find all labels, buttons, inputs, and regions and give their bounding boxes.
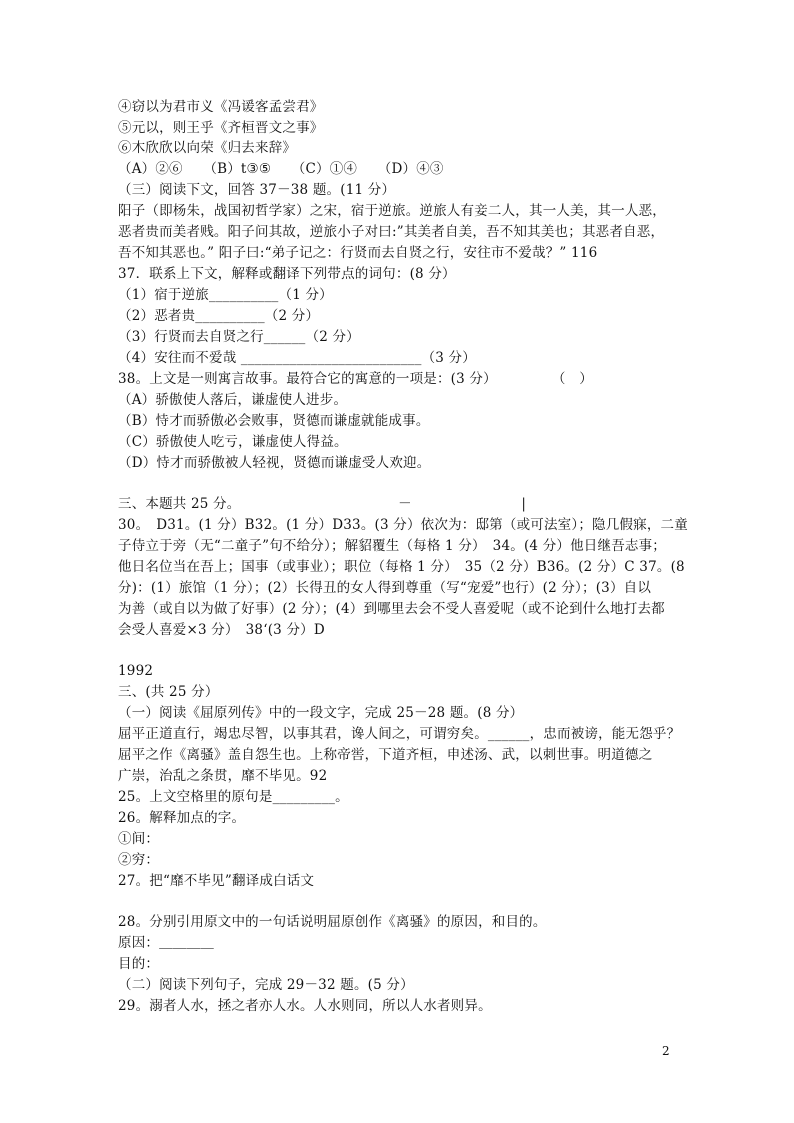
- answer-line: 他日名位当在吾上；国事（或事业）；职位（每格 1 分） 35（2 分）B36。(2 分）C 37。(8: [118, 559, 685, 575]
- answer-blank: 原因：＿＿＿＿: [118, 935, 214, 951]
- answer-line: 为善（或自以为做了好事）(2 分）；(4）到哪里去会不受人喜爱呢（或不论到什么地打去都: [118, 601, 665, 617]
- question-29: 29。溺者人水，拯之者亦人水。人水则同，所以人水者则异。: [118, 998, 492, 1014]
- text-line: ⑥木欣欣以向荣《归去来辞》: [118, 140, 297, 156]
- answer-blank: 目的：: [118, 956, 160, 972]
- option-b: （B）恃才而骄傲必会败事，贤德而谦虚就能成事。: [118, 413, 430, 429]
- sub-question: （1）宿于逆旅__________（1 分）: [118, 287, 333, 303]
- passage-line: 广崇，治乱之条贯，靡不毕见。92: [118, 768, 328, 784]
- section-heading: 三、本题共 25 分。 － |: [118, 496, 527, 512]
- passage-line: 恶者贵而美者贱。阳子问其故，逆旅小子对曰:”其美者自美，吾不知其美也；其恶者自恶，: [118, 224, 665, 240]
- passage-line: 屈平之作《离骚》盖自怨生也。上称帝喾，下道齐桓，申述汤、武，以刺世事。明道德之: [118, 747, 653, 763]
- answer-line: 子侍立于旁（无“二童子”句不给分）；解貂覆生（每格 1 分） 34。(4 分）他日继吾志事；: [118, 538, 666, 554]
- question-37: 37．联系上下文，解释或翻译下列带点的词句：(8 分）: [118, 266, 456, 282]
- passage-line: 屈平正道直行，竭忠尽智，以事其君，谗人间之，可谓穷矣。______，忠而被谤，能无怨乎？: [118, 726, 681, 742]
- text-line: ④窃以为君市义《冯谖客孟尝君》: [118, 99, 324, 115]
- answer-line: 分)：(1）旅馆（1 分）；(2）长得丑的女人得到尊重（写“宠爱”也行）(2 分）；(3）自以: [118, 580, 652, 596]
- question-38: 38。上文是一则寓言故事。最符合它的寓意的一项是：(3 分） （ ）: [118, 371, 593, 387]
- year-label: 1992: [118, 663, 154, 679]
- sub-question: ②穷：: [118, 852, 160, 868]
- question-26: 26。解释加点的字。: [118, 810, 246, 826]
- sub-question: ①间：: [118, 831, 160, 847]
- question-25: 25。上文空格里的原句是_________。: [118, 789, 349, 805]
- passage-line: 阳子（即杨朱，战国初哲学家）之宋，宿于逆旅。逆旅人有妾二人，其一人美，其一人恶，: [118, 203, 666, 219]
- option-d: （D）恃才而骄傲被人轻视，贤德而谦虚受人欢迎。: [118, 455, 431, 471]
- section-heading: 三、(共 25 分）: [118, 684, 219, 700]
- answer-line: 30。 D31。(1 分）B32。(1 分）D33。(3 分）依次为：邸第（或可法室）；隐几假寐，二童: [118, 517, 688, 533]
- question-27: 27。把“靡不毕见”翻译成白话文: [118, 873, 315, 889]
- option-c: （C）骄傲使人吃亏，谦虚使人得益。: [118, 434, 348, 450]
- question-28: 28。分别引用原文中的一句话说明屈原创作《离骚》的原因，和目的。: [118, 914, 547, 930]
- sub-question: （4）安往而不爱哉 __________________________（3 分）: [118, 350, 476, 366]
- section-heading: （三）阅读下文，回答 37－38 题。(11 分）: [118, 182, 396, 198]
- text-line: ⑤元以，则王乎《齐桓晋文之事》: [118, 120, 324, 136]
- answer-line: 会受人喜爱×3 分） 38‘(3 分）D: [118, 622, 325, 638]
- page-number: 2: [662, 1044, 670, 1058]
- answer-options: （A）②⑥ （B）t③⑤ （C）①④ （D）④③: [118, 161, 444, 177]
- part-heading: （二）阅读下列句子，完成 29－32 题。(5 分）: [118, 977, 414, 993]
- option-a: （A）骄傲使人落后，谦虚使人进步。: [118, 392, 348, 408]
- sub-question: （2）恶者贵__________（2 分）: [118, 308, 320, 324]
- passage-line: 吾不知其恶也。” 阳子曰:“弟子记之：行贤而去自贤之行，安往市不爱哉？” 116: [118, 245, 598, 261]
- part-heading: （一）阅读《屈原列传》中的一段文字，完成 25－28 题。(8 分）: [118, 705, 524, 721]
- sub-question: （3）行贤而去自贤之行______（2 分）: [118, 329, 360, 345]
